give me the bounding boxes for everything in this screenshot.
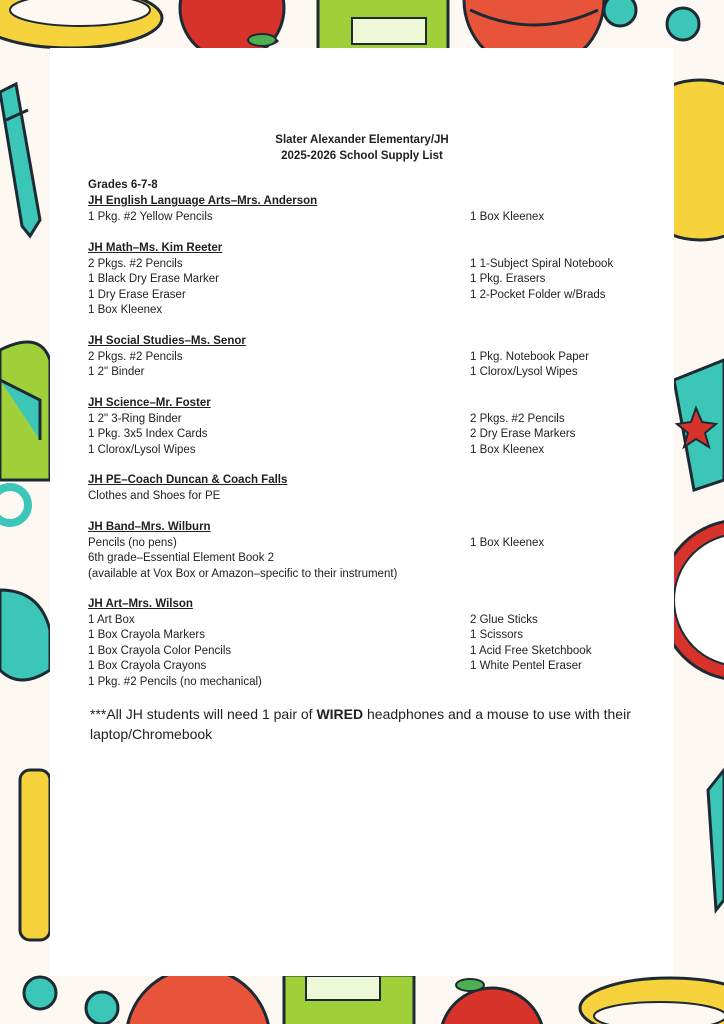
supplies-left-column — [88, 489, 468, 505]
section-pe — [88, 473, 648, 502]
section-heading: JH PE–Coach Duncan & Coach Falls — [88, 474, 288, 486]
supply-item: Clothes and Shoes for PE — [88, 489, 221, 502]
supply-item: 1 Box Kleenex — [470, 536, 545, 549]
section-science — [88, 396, 648, 456]
supply-item: Pencils (no pens) — [88, 536, 177, 549]
star-cup-right-icon — [674, 360, 724, 490]
supply-item: 1 Art Box — [88, 613, 135, 626]
supply-item: 1 Clorox/Lysol Wipes — [470, 366, 578, 378]
document-title — [50, 132, 674, 164]
supply-item: 2 Glue Sticks — [470, 613, 538, 626]
ring-top-left-icon — [0, 0, 162, 48]
supplies-left-column — [88, 350, 468, 381]
supplies-left-column — [88, 257, 468, 319]
section-heading: JH English Language Arts–Mrs. Anderson — [88, 195, 318, 207]
supply-item: 1 Acid Free Sketchbook — [470, 644, 592, 657]
supply-item: 1 2" 3-Ring Binder — [88, 412, 182, 425]
supply-item: 2 Pkgs. #2 Pencils — [88, 350, 183, 363]
ball-small-bottom-icon — [24, 977, 118, 1024]
supply-item: 1 Pkg. #2 Pencils (no mechanical) — [88, 675, 262, 688]
supplies-right-column — [470, 257, 660, 304]
grades-label: Grades 6-7-8 — [88, 179, 158, 191]
notebook-bottom-icon — [284, 975, 414, 1024]
supply-item: 1 Clorox/Lysol Wipes — [88, 443, 196, 456]
supplies-left-column — [88, 613, 468, 691]
supply-item: 1 Pkg. Notebook Paper — [470, 350, 589, 363]
supply-item: 1 Box Kleenex — [88, 304, 163, 316]
supplies-right-column — [470, 412, 660, 459]
notebook-top-icon — [318, 0, 448, 52]
supply-item: 1 Pkg. #2 Yellow Pencils — [88, 210, 213, 223]
cupcake-left-icon — [0, 342, 50, 480]
supply-item: 1 Dry Erase Eraser — [88, 288, 186, 301]
supply-item: 1 1-Subject Spiral Notebook — [470, 257, 614, 270]
supplies-right-column — [470, 536, 660, 552]
supply-item: 1 Pkg. 3x5 Index Cards — [88, 428, 208, 440]
section-heading: JH Social Studies–Ms. Senor — [88, 335, 246, 347]
section-heading: JH Math–Ms. Kim Reeter — [88, 242, 223, 254]
supply-item: 2 Pkgs. #2 Pencils — [88, 257, 183, 270]
note-bold-word: WIRED — [316, 706, 364, 722]
section-social-studies — [88, 334, 648, 378]
section-ela — [88, 194, 648, 223]
scissors-left-icon — [0, 487, 50, 680]
ruler-left-icon — [20, 770, 50, 940]
supplies-left-column — [88, 536, 468, 583]
supply-item: 1 Box Kleenex — [470, 443, 545, 456]
pencil-right-icon — [708, 770, 724, 910]
supply-item: (available at Vox Box or Amazon–specific to their instrument) — [88, 567, 398, 580]
supply-item: 1 Black Dry Erase Marker — [88, 273, 220, 285]
supplies-right-column — [470, 210, 660, 226]
headphones-note — [90, 704, 650, 744]
supply-item: 1 2-Pocket Folder w/Brads — [470, 288, 606, 301]
supply-list-page — [50, 48, 674, 976]
supplies-right-column — [470, 350, 660, 381]
section-heading: JH Art–Mrs. Wilson — [88, 598, 193, 610]
supply-item: 1 Box Crayola Color Pencils — [88, 644, 232, 657]
apple-bottom-icon — [440, 979, 544, 1024]
supply-item: 2 Dry Erase Markers — [470, 428, 576, 440]
list-year-title: 2025-2026 School Supply List — [281, 150, 443, 162]
supply-item: 1 Pkg. Erasers — [470, 273, 546, 285]
supply-item: 1 Box Kleenex — [470, 210, 545, 223]
school-name: Slater Alexander Elementary/JH — [275, 134, 449, 146]
note-suffix: headphones and a mouse to use with their laptop/Chromebook — [90, 706, 631, 742]
section-heading: JH Band–Mrs. Wilburn — [88, 521, 211, 533]
section-art — [88, 597, 648, 688]
basketball-bottom-icon — [126, 968, 270, 1024]
supply-item: 6th grade–Essential Element Book 2 — [88, 552, 275, 564]
supply-item: 1 Box Crayola Crayons — [88, 660, 207, 672]
supply-item: 1 Box Crayola Markers — [88, 629, 205, 641]
section-math — [88, 241, 648, 316]
supply-item: 1 2" Binder — [88, 366, 145, 378]
section-band — [88, 520, 648, 580]
ring-bottom-right-icon — [580, 978, 724, 1024]
supply-item: 1 Scissors — [470, 629, 524, 641]
section-heading: JH Science–Mr. Foster — [88, 397, 211, 409]
note-prefix: ***All JH students will need 1 pair of — [90, 706, 317, 722]
supplies-left-column — [88, 412, 468, 459]
ball-small-top-icon — [604, 0, 699, 40]
supply-item: 1 White Pentel Eraser — [470, 660, 582, 672]
supplies-right-column — [470, 613, 660, 675]
supplies-left-column — [88, 210, 468, 226]
supply-item: 2 Pkgs. #2 Pencils — [470, 412, 565, 425]
crayon-left-icon — [0, 84, 40, 236]
